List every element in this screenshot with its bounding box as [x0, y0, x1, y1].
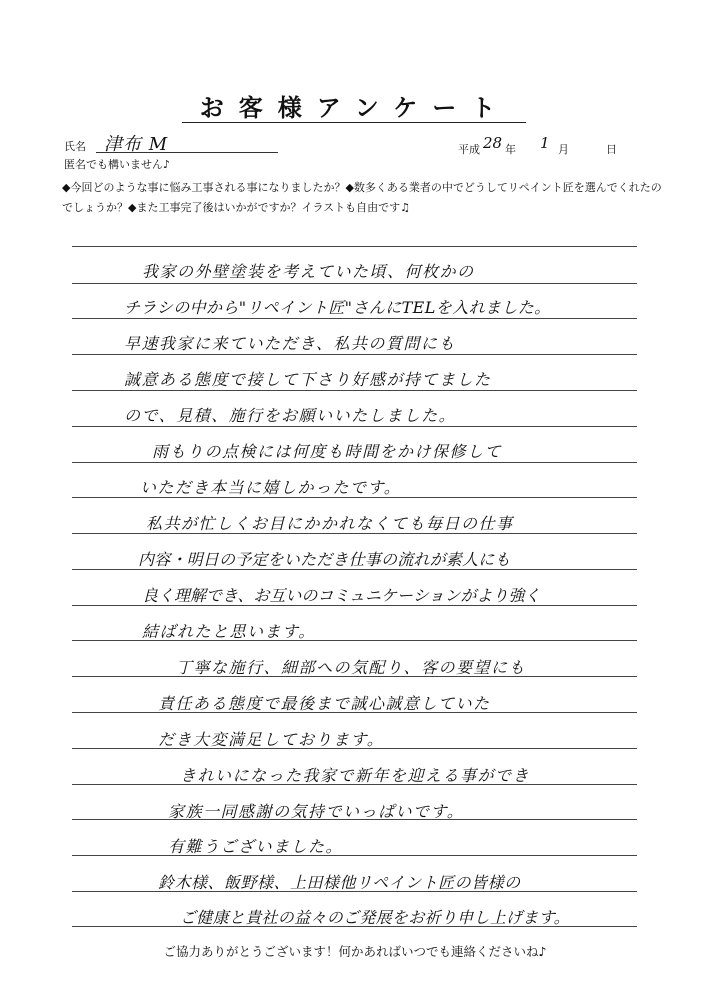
handwritten-line: 誠意ある態度で接して下さり好感が持てました — [124, 370, 492, 389]
handwritten-line: 我家の外壁塗装を考えていた頃、何枚かの — [142, 262, 475, 281]
ruled-line — [72, 318, 637, 319]
date-month: 1 — [540, 134, 550, 152]
survey-prompt: ◆今回どのような事に悩み工事される事になりましたか？◆数多くある業者の中でどうしてリペイント匠を選んでくれたのでしょうか？◆また工事完了後はいかがですか？イラストも自由です♫ — [62, 181, 662, 214]
ruled-line — [72, 462, 637, 463]
handwritten-line: 良く理解でき、お互いのコミュニケーションがより強く — [142, 586, 541, 605]
handwritten-line: 鈴木様、飯野様、上田様他リペイント匠の皆様の — [158, 873, 521, 892]
handwritten-line: 責任ある態度で最後まで誠心誠意していた — [158, 694, 491, 713]
handwritten-line: 家族一同感謝の気持でいっぱいです。 — [168, 802, 465, 821]
footer-message: ご協力ありがとうございます！何かあればいつでも連絡くださいね♪ — [163, 944, 547, 959]
ruled-line — [72, 855, 637, 856]
handwritten-line: 私共が忙しくお目にかかれなくても毎日の仕事 — [146, 514, 514, 533]
ruled-line — [72, 354, 637, 355]
handwritten-line: きれいになった我家で新年を迎える事ができ — [180, 766, 531, 785]
handwritten-line: だき大変満足しております。 — [158, 730, 385, 749]
ruled-line — [72, 246, 637, 247]
handwritten-line: 内容・明日の予定をいただき仕事の流れが素人にも — [138, 550, 511, 569]
handwritten-line: 丁寧な施行、細部への気配り、客の要望にも — [176, 658, 527, 677]
handwritten-line: 有難うございました。 — [168, 837, 344, 856]
ruled-line — [72, 283, 637, 284]
ruled-line — [72, 390, 637, 391]
date-month-suffix: 月 — [558, 143, 569, 156]
handwritten-line: いただき本当に嬉しかったです。 — [140, 478, 402, 497]
handwritten-line: 雨もりの点検には何度も時間をかけ保修して — [152, 442, 503, 461]
date-year-suffix: 年 — [505, 143, 516, 156]
date-era: 平成 — [458, 143, 480, 156]
handwritten-line: ので、見積、施行をお願いいたしました。 — [124, 406, 457, 425]
ruled-line — [72, 426, 637, 427]
handwritten-line: 結ばれたと思います。 — [142, 622, 316, 641]
page-title: お客様アンケート — [199, 94, 511, 122]
name-underline — [96, 152, 278, 153]
date-year: 28 — [483, 134, 503, 152]
date-day-suffix: 日 — [606, 143, 617, 156]
anonymous-note: 匿名でも構いません♪ — [64, 158, 171, 171]
name-value: 津布 M — [104, 134, 169, 155]
name-label: 氏名 — [64, 140, 86, 153]
handwritten-line: ご健康と貴社の益々のご発展をお祈り申し上げます。 — [180, 908, 570, 927]
handwritten-line: 早速我家に来ていただき、私共の質問にも — [124, 334, 456, 353]
handwritten-line: チラシの中から"リペイント匠"さんにTELを入れました。 — [124, 298, 551, 317]
title-underline — [182, 122, 526, 123]
